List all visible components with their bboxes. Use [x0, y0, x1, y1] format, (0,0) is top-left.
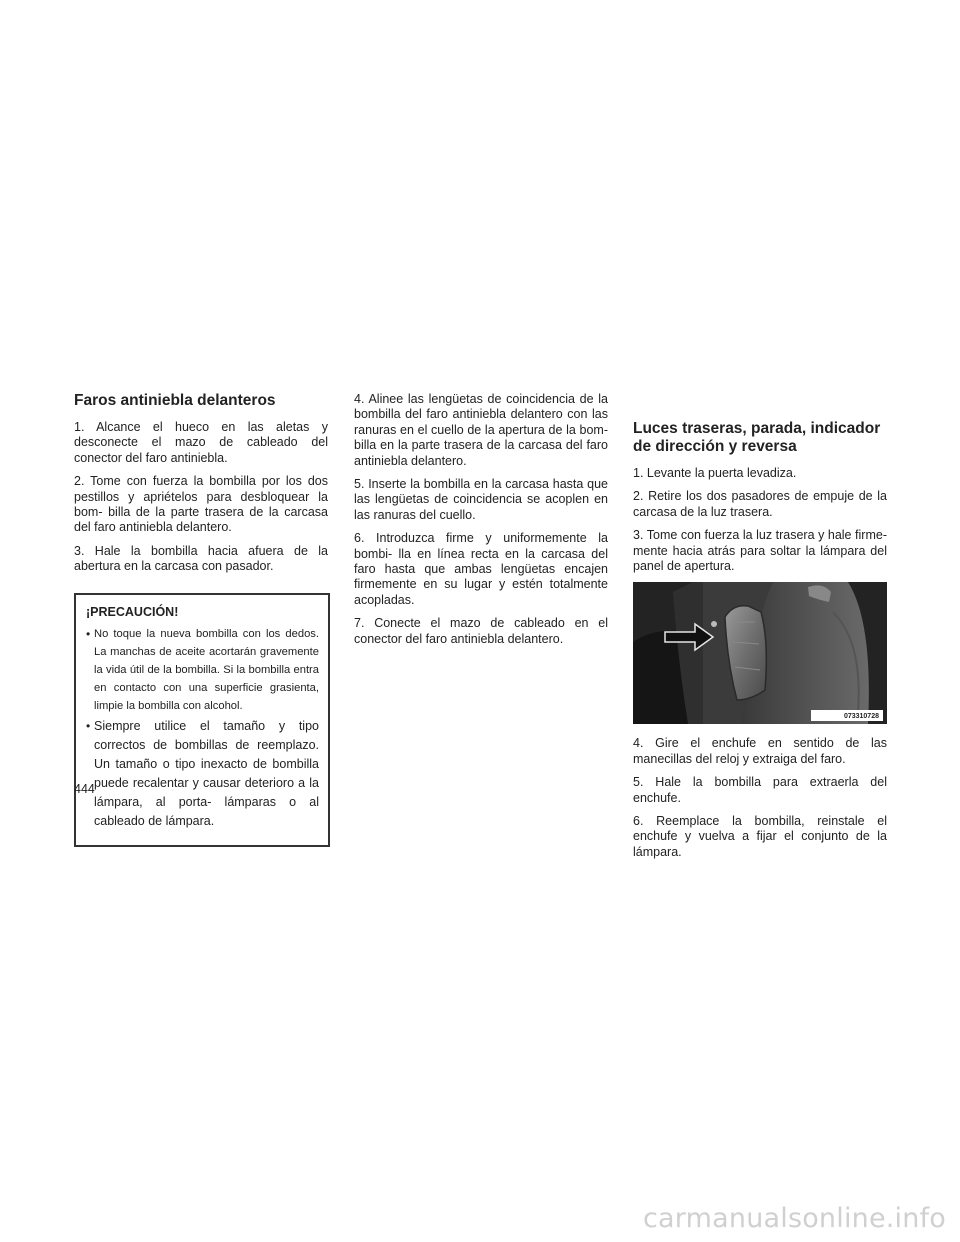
step-6: 6. Reemplace la bombilla, reinstale el enchufe y vuelva a fijar el conjunto de la lámpara. — [633, 814, 887, 859]
tail-lamp-photo — [633, 582, 887, 724]
tail-lamp-illustration — [633, 582, 887, 724]
caution-item-text: No toque la nueva bombilla con los dedos. La manchas de aceite acortarán gravemente la vida útil de la bombilla. Si la bombilla entra en contacto con una superficie grasienta, limpie la bombilla con alcohol. — [94, 627, 319, 712]
step-4: 4. Gire el enchufe en sentido de las manecillas del reloj y extraiga del faro. — [633, 736, 887, 766]
step-6: 6. Introduzca firme y uniformemente la bombi- lla en línea recta en la carcasa del faro hasta que ambas lengüetas encajen firmemente en su lugar y estén totalmente acopladas. — [354, 531, 608, 607]
step-3: 3. Tome con fuerza la luz trasera y hale firme- mente hacia atrás para soltar la lámpara del panel de apertura. — [633, 528, 887, 574]
right-column — [633, 420, 887, 868]
step-5: 5. Hale la bombilla para extraerla del enchufe. — [633, 775, 887, 805]
step-4: 4. Alinee las lengüetas de coincidencia de la bombilla del faro antiniebla delantero con las ranuras en el cuello de la apertura de la bom- billa en la parte trasera de la carcasa del faro antiniebla delantero. — [354, 392, 608, 468]
middle-column — [354, 392, 608, 655]
step-3: 3. Hale la bombilla hacia afuera de la abertura en la carcasa con pasador. — [74, 543, 328, 574]
bullet-icon: • — [86, 626, 91, 641]
caution-title: ¡PRECAUCIÓN! — [86, 604, 179, 619]
caution-item — [86, 625, 319, 715]
step-5: 5. Inserte la bombilla en la carcasa hasta que las lengüetas de coincidencia se acoplen en las ranuras del cuello. — [354, 477, 608, 522]
page-number: 444 — [74, 782, 95, 796]
step-1: 1. Levante la puerta levadiza. — [633, 466, 797, 480]
caution-item — [86, 717, 319, 831]
left-column — [74, 392, 328, 847]
photo-code: 073310728 — [843, 713, 879, 721]
step-2: 2. Tome con fuerza la bombilla por los dos pestillos y apriételos para desbloquear la bom- billa de la parte trasera de la carcasa del faro antiniebla delantero. — [74, 474, 328, 535]
caution-box — [74, 593, 330, 847]
step-7: 7. Conecte el mazo de cableado en el conector del faro antiniebla delantero. — [354, 616, 608, 646]
caution-item-text: Siempre utilice el tamaño y tipo correctos de bombillas de reemplazo. Un tamaño o tipo inexacto de bombilla puede recalentar y causar deterioro a la lámpara, al porta- lámparas o al cableado de lámpara. — [94, 718, 319, 828]
step-2: 2. Retire los dos pasadores de empuje de la carcasa de la luz trasera. — [633, 489, 887, 519]
tail-lamps-heading: Luces traseras, parada, indicador de dirección y reversa — [633, 420, 881, 455]
step-1: 1. Alcance el hueco en las aletas y desconecte el mazo de cableado del conector del faro antiniebla. — [74, 420, 328, 465]
bullet-icon: • — [86, 718, 91, 733]
watermark: carmanualsonline.info — [643, 1203, 946, 1234]
fog-lamps-heading: Faros antiniebla delanteros — [74, 392, 276, 409]
